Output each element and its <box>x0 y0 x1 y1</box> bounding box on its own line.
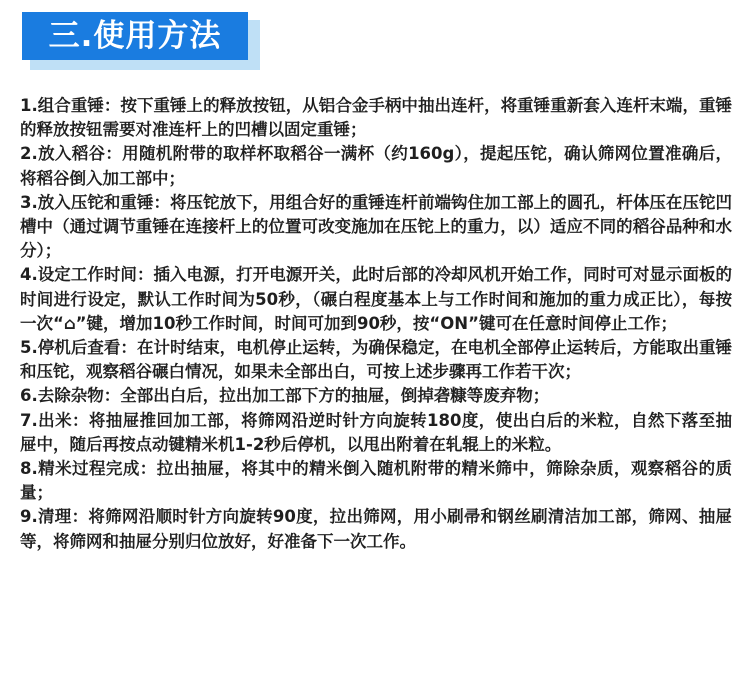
step-item: 1.组合重锤：按下重锤上的释放按钮，从铝合金手柄中抽出连杆，将重锤重新套入连杆末端，重锤的释放按钮需要对准连杆上的凹槽以固定重锤； <box>20 96 732 140</box>
step-item: 7.出米：将抽屉推回加工部，将筛网沿逆时针方向旋转180度，使出白后的米粒，自然下落至抽屉中，随后再按点动键精米机1-2秒后停机，以甩出附着在轧辊上的米粒。 <box>20 410 732 454</box>
step-item: 8.精米过程完成：拉出抽屉，将其中的精米倒入随机附带的精米筛中，筛除杂质，观察稻谷的质量； <box>20 459 732 503</box>
instructions-list <box>20 94 732 554</box>
step-item: 6.去除杂物：全部出白后，拉出加工部下方的抽屉，倒掉砻糠等废弃物； <box>20 386 550 406</box>
step-item: 5.停机后查看：在计时结束，电机停止运转，为确保稳定，在电机全部停止运转后，方能取出重锤和压铊，观察稻谷碾白情况，如果未全部出白，可按上述步骤再工作若干次； <box>20 338 732 382</box>
step-item: 3.放入压铊和重锤：将压铊放下，用组合好的重锤连杆前端钩住加工部上的圆孔，杆体压在压铊凹槽中（通过调节重锤在连接杆上的位置可改变施加在压铊上的重力，以）适应不同的稻谷品种和水分）； <box>20 192 732 261</box>
section-header <box>22 12 260 70</box>
step-item: 2.放入稻谷：用随机附带的取样杯取稻谷一满杯（约160g），提起压铊，确认筛网位置准确后，将稻谷倒入加工部中； <box>20 144 732 188</box>
section-title: 三.使用方法 <box>22 12 248 60</box>
step-item: 9.清理：将筛网沿顺时针方向旋转90度，拉出筛网，用小刷帚和钢丝刷清洁加工部，筛网、抽屉等，将筛网和抽屉分别归位放好，好准备下一次工作。 <box>20 507 732 551</box>
step-item: 4.设定工作时间：插入电源，打开电源开关，此时后部的冷却风机开始工作，同时可对显示面板的时间进行设定，默认工作时间为50秒，（碾白程度基本上与工作时间和施加的重力成正比），每按一次“⌂”键，增加10秒工作时间，时间可加到90秒，按“ON”键可在任意时间停止工作； <box>20 265 732 333</box>
